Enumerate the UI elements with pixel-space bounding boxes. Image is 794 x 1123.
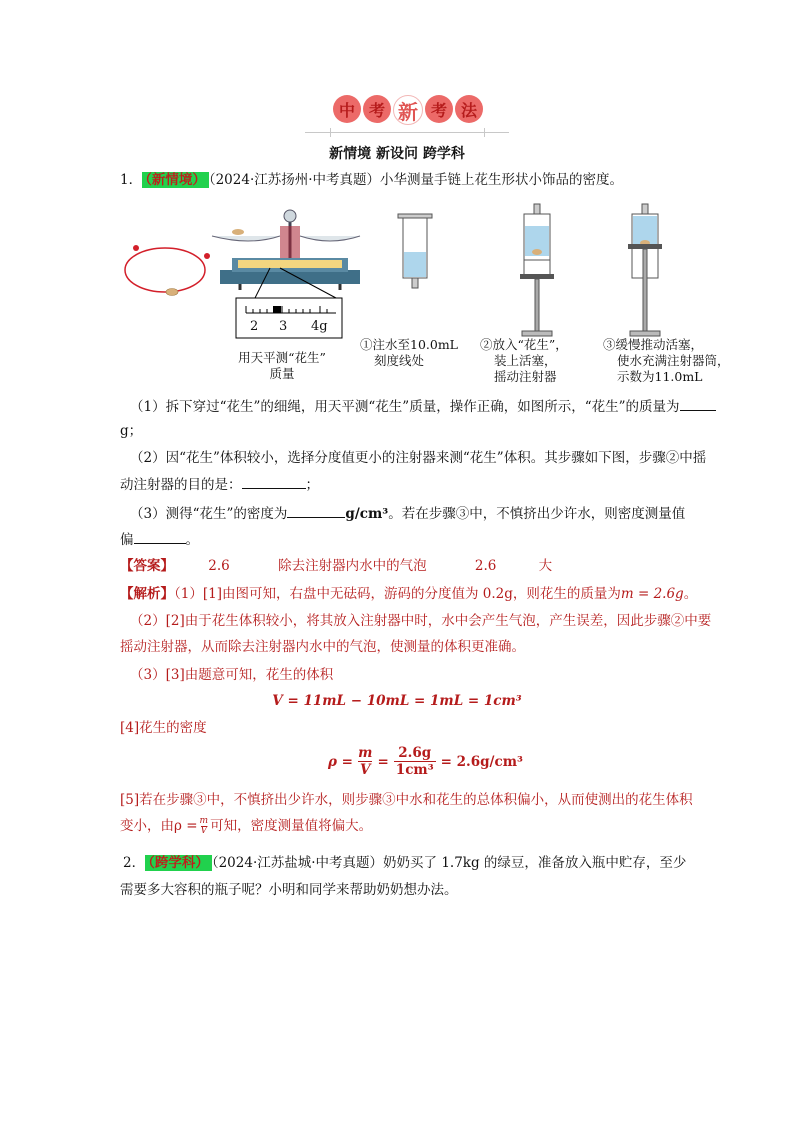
analysis-1: 【解析】（1）[1]由图可知，右盘中无砝码，游码的分度值为 0.2g，则花生的质量为m = 2.6g。 xyxy=(120,586,698,602)
bracelet-icon xyxy=(125,245,210,296)
answer-value: 2.6 xyxy=(208,558,230,574)
analysis-4: [4]花生的密度 xyxy=(120,720,207,736)
caption-step3: ③缓慢推动活塞， 使水充满注射器筒， 示数为11.0mL xyxy=(603,337,730,384)
q1-tag: （新情境） xyxy=(142,172,209,188)
equation-volume: V = 11mL − 10mL = 1mL = 1cm³ xyxy=(272,693,522,709)
balance-scale-icon xyxy=(212,210,360,298)
q1-part3-cont: 偏 。 xyxy=(120,529,730,550)
badge-char: 考 xyxy=(425,95,453,123)
analysis-3: （3）[3]由题意可知，花生的体积 xyxy=(130,667,334,683)
q2-tag: （跨学科） xyxy=(145,855,212,871)
answer-value: 除去注射器内水中的气泡 xyxy=(278,558,427,574)
badge-char: 中 xyxy=(333,95,361,123)
q1-heading xyxy=(120,170,730,190)
header-divider-tick xyxy=(484,128,485,137)
syringe-step2-icon xyxy=(520,204,554,336)
syringe-step1-icon xyxy=(398,214,432,288)
header-badge xyxy=(333,95,483,125)
badge-char: 法 xyxy=(455,95,483,123)
analysis-5-cont: 变小，由ρ = $\frac{m}{V}$ 可知，密度测量值将偏大。 xyxy=(120,815,373,836)
answer-blank[interactable] xyxy=(242,474,306,489)
header-divider-tick xyxy=(330,128,331,137)
q1-part3: （3）测得“花生”的密度为 g/cm³。若在步骤③中，不慎挤出少许水，则密度测量值 xyxy=(120,503,730,524)
q2-text: 需要多大容积的瓶子呢？小明和同学来帮助奶奶想办法。 xyxy=(120,882,458,898)
q2-number: 2． xyxy=(123,855,146,871)
syringe-step3-icon xyxy=(628,204,662,336)
header-divider xyxy=(305,132,509,133)
q1-source: （2024·江苏扬州·中考真题）小华测量手链上花生形状小饰品的密度。 xyxy=(208,172,624,188)
answer-label: 【答案】 xyxy=(120,558,174,574)
answer-blank[interactable] xyxy=(134,529,186,544)
q2-heading: 2． （跨学科） （2024·江苏盐城·中考真题）奶奶买了 1.7kg 的绿豆，准备放入瓶中贮存，至少 xyxy=(120,853,730,873)
analysis-5: [5]若在步骤③中，不慎挤出少许水，则步骤③中水和花生的总体积偏小，从而使测出的花生体积 xyxy=(120,792,693,808)
caption-balance: 用天平测“花生” 质量 xyxy=(238,350,326,381)
scale-label: 3 xyxy=(279,319,288,334)
q1-part1-cont: g； xyxy=(120,423,143,439)
answer-blank[interactable] xyxy=(680,396,716,411)
answer-value: 大 xyxy=(538,558,553,574)
badge-char: 考 xyxy=(363,95,391,123)
answer-blank[interactable] xyxy=(287,503,345,518)
analysis-2-cont: 摇动注射器，从而除去注射器内水中的气泡，使测量的体积更准确。 xyxy=(120,639,525,655)
caption-step1: ①注水至10.0mL 刻度线处 xyxy=(360,337,458,368)
analysis-label: 【解析】 xyxy=(120,586,174,602)
scale-label: 2 xyxy=(250,319,259,334)
badge-char: 新 xyxy=(393,95,423,125)
q1-part2-cont: 动注射器的目的是： ； xyxy=(120,474,730,495)
page-subtitle: 新情境 新设问 跨学科 xyxy=(329,146,465,162)
q1-part2: （2）因“花生”体积较小，选择分度值更小的注射器来测“花生”体积。其步骤如下图，步骤②中摇 xyxy=(130,450,707,466)
analysis-2: （2）[2]由于花生体积较小，将其放入注射器中时，水中会产生气泡，产生误差，因此步骤②中要 xyxy=(130,613,712,629)
caption-step2: ②放入“花生”， 装上活塞， 摇动注射器 xyxy=(480,337,568,384)
q1-part1: （1）拆下穿过“花生”的细绳，用天平测“花生”质量，操作正确，如图所示，“花生”的质量为 xyxy=(120,396,730,417)
scale-label: 4g xyxy=(311,319,328,334)
answer-value: 2.6 xyxy=(474,558,497,574)
equation-density: ρ = $\frac{m}{V}$ = $\frac{2.6g}{\text{1cm³}}$ = 2.6g/cm³ xyxy=(328,745,523,778)
q1-answer xyxy=(120,556,730,576)
q1-number: 1． xyxy=(120,172,143,188)
